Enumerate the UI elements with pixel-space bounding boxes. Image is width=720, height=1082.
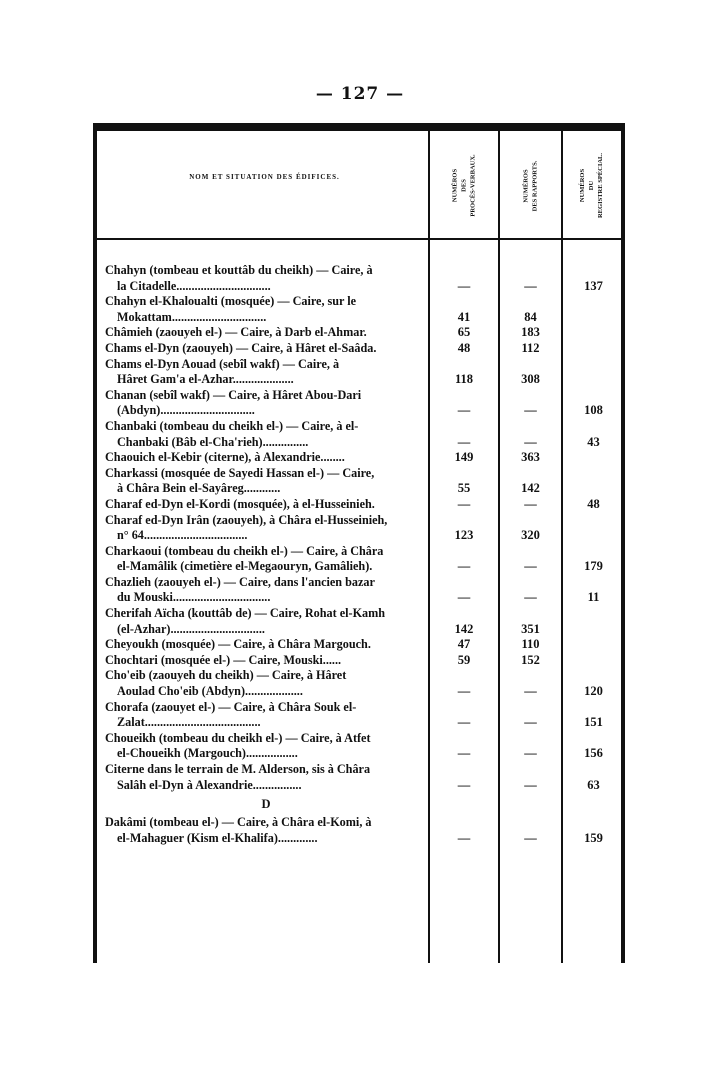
- entry-proces-verbal-number: 55: [457, 481, 471, 496]
- entry-row: [93, 606, 625, 637]
- entry-rapport-number: —: [524, 434, 537, 449]
- header-col1-line: DES: [460, 179, 468, 192]
- entry-rapport-number: 183: [521, 325, 540, 340]
- entry-rapport-number: 351: [521, 621, 540, 636]
- entry-rapport-number: —: [524, 590, 537, 605]
- entry-row: [93, 263, 625, 294]
- entry-registre-number: 179: [584, 559, 603, 574]
- entry-rapport-number: 320: [521, 528, 540, 543]
- entry-proces-verbal-number: —: [457, 746, 471, 761]
- header-col2-line: DES RAPPORTS.: [531, 160, 539, 211]
- entry-proces-verbal-number: 41: [457, 309, 471, 324]
- entry-proces-verbal-number: 47: [457, 637, 471, 652]
- entry-row: [93, 341, 625, 357]
- entry-proces-verbal-number: 123: [454, 528, 474, 543]
- entry-proces-verbal-number: —: [457, 434, 471, 449]
- entry-name-line: Cherifah Aïcha (kouttâb de) — Caire, Rohat el-Kamh: [105, 606, 386, 621]
- entry-name: [105, 762, 427, 793]
- entry-rapport-number: 308: [521, 372, 540, 387]
- page-number: — 127 —: [315, 84, 405, 104]
- entry-name-line: Charaf ed-Dyn Irân (zaouyeh), à Châra el-Husseinieh,: [105, 512, 388, 527]
- entry-rapport-number: —: [524, 777, 537, 792]
- entry-name: [105, 637, 427, 653]
- entries-c: [93, 263, 625, 793]
- entry-proces-verbal-number: —: [457, 684, 471, 699]
- entry-rapport-number: —: [524, 559, 537, 574]
- entry-name-line: Charkaoui (tombeau du cheikh el-) — Caire, à Châra: [105, 543, 384, 558]
- entry-name: [105, 263, 427, 294]
- index-table: [93, 123, 625, 963]
- entry-proces-verbal-number: —: [457, 777, 471, 792]
- entry-row: [93, 497, 625, 513]
- entry-name-line: Salâh el-Dyn à Alexandrie................: [117, 777, 302, 792]
- header-col3-line: REGISTRE SPÉCIAL.: [597, 152, 605, 219]
- entry-proces-verbal-number: 149: [454, 450, 474, 465]
- entry-row: [93, 637, 625, 653]
- entry-row: [93, 700, 625, 731]
- entry-name-line: el-Mahaguer (Kism el-Khalifa).............: [117, 830, 318, 845]
- entry-name: [105, 544, 427, 575]
- entry-row: [93, 325, 625, 341]
- entry-name-line: Chanan (sebîl wakf) — Caire, à Hâret Abou-Dari: [105, 387, 362, 402]
- entry-name: [105, 341, 427, 357]
- entry-name-line: el-Mamâlik (cimetière el-Megaouryn, Gamâlieh).: [117, 559, 373, 574]
- entry-name-line: Châmieh (zaouyeh el-) — Caire, à Darb el-Ahmar.: [105, 325, 367, 340]
- entry-proces-verbal-number: 65: [457, 325, 471, 340]
- entries-list: [93, 263, 625, 846]
- header-col2-line: NUMÉROS: [522, 168, 530, 203]
- header-col1-line: PROCÈS-VERBAUX.: [469, 154, 477, 217]
- entry-name-line: Charaf ed-Dyn el-Kordi (mosquée), à el-Husseinieh.: [105, 496, 375, 511]
- entry-registre-number: 159: [584, 830, 603, 845]
- header-proces-verbaux: [430, 133, 498, 238]
- header-rapports: [500, 133, 561, 238]
- header-name-column: NOM ET SITUATION DES ÉDIFICES.: [189, 173, 340, 181]
- entry-rapport-number: —: [524, 830, 537, 845]
- entry-registre-number: 156: [584, 746, 603, 761]
- entry-name-line: Chanbaki (Bâb el-Cha'rieh)...............: [117, 434, 309, 449]
- entry-name-line: el-Choueikh (Margouch).................: [117, 746, 298, 761]
- entry-rapport-number: 142: [521, 481, 540, 496]
- entry-row: [93, 466, 625, 497]
- section-letter-d: D: [261, 797, 271, 812]
- entry-registre-number: 137: [584, 278, 603, 293]
- entry-proces-verbal-number: —: [457, 559, 471, 574]
- entry-rapport-number: 84: [524, 309, 537, 324]
- header-rule: [93, 238, 625, 240]
- header-registre-special: [563, 133, 621, 238]
- entry-proces-verbal-number: 48: [457, 340, 471, 355]
- entry-name: [105, 419, 427, 450]
- entry-proces-verbal-number: —: [457, 830, 471, 845]
- entry-row: [93, 450, 625, 466]
- entry-name: [105, 450, 427, 466]
- entry-registre-number: 11: [587, 590, 600, 605]
- entry-name-line: Mokattam...............................: [117, 309, 267, 324]
- entry-registre-number: 120: [584, 684, 603, 699]
- entry-name-line: Citerne dans le terrain de M. Alderson, sis à Châra: [105, 762, 371, 776]
- entry-name-line: Chams el-Dyn Aouad (sebîl wakf) — Caire, à: [105, 356, 340, 371]
- entry-name-line: Choueikh (tombeau du cheikh el-) — Caire, à Atfet: [105, 730, 371, 745]
- entry-proces-verbal-number: —: [457, 496, 471, 511]
- entry-proces-verbal-number: 118: [454, 372, 474, 387]
- entry-name-line: du Mouski................................: [117, 590, 271, 605]
- entry-name-line: Charkassi (mosquée de Sayedi Hassan el-) — Caire,: [105, 465, 375, 480]
- entry-registre-number: 108: [584, 403, 603, 418]
- entry-name-line: Cheyoukh (mosquée) — Caire, à Châra Margouch.: [105, 637, 371, 652]
- entry-name: [105, 466, 427, 497]
- entry-row: [93, 544, 625, 575]
- entry-name-line: Chahyn el-Khaloualti (mosquée) — Caire, sur le: [105, 294, 357, 309]
- entry-name: [105, 653, 427, 669]
- entry-rapport-number: 110: [521, 637, 540, 652]
- entry-name: [105, 700, 427, 731]
- entry-name-line: n° 64..................................: [117, 528, 248, 543]
- entry-rapport-number: —: [524, 278, 537, 293]
- entry-name: [105, 606, 427, 637]
- header-col3-line: NUMÉROS: [579, 168, 587, 203]
- entry-registre-number: 43: [587, 434, 600, 449]
- entry-name-line: Hâret Gam'a el-Azhar....................: [117, 372, 294, 387]
- entry-name: [105, 388, 427, 419]
- entry-rapport-number: —: [524, 715, 537, 730]
- entry-rapport-number: —: [524, 684, 537, 699]
- entry-name-line: Chochtari (mosquée el-) — Caire, Mouski......: [105, 652, 342, 667]
- entry-proces-verbal-number: —: [457, 278, 471, 293]
- header-col3-line: DU: [588, 180, 596, 191]
- entry-name: [105, 357, 427, 388]
- entry-name: [105, 497, 427, 513]
- entry-name: [105, 513, 427, 544]
- entry-name-line: Chanbaki (tombeau du cheikh el-) — Caire, à el-: [105, 418, 359, 433]
- entry-row: [93, 388, 625, 419]
- entry-name: [105, 668, 427, 699]
- header-col1-line: NUMÉROS: [451, 168, 459, 203]
- entry-rapport-number: 363: [521, 450, 540, 465]
- entry-rapport-number: —: [524, 746, 537, 761]
- entry-name-line: Chahyn (tombeau et kouttâb du cheikh) — Caire, à: [105, 263, 373, 277]
- entry-row: [93, 294, 625, 325]
- entry-proces-verbal-number: —: [457, 403, 471, 418]
- entry-name-line: Dakâmi (tombeau el-) — Caire, à Châra el-Komi, à: [105, 815, 372, 830]
- entry-rapport-number: 152: [521, 652, 540, 667]
- entry-name-line: (Abdyn)...............................: [117, 403, 255, 418]
- entry-name: [105, 815, 427, 846]
- entry-row: [93, 575, 625, 606]
- entry-name: [105, 731, 427, 762]
- entries-d: [93, 815, 625, 846]
- entry-name-line: Chaouich el-Kebir (citerne), à Alexandrie........: [105, 450, 345, 465]
- entry-proces-verbal-number: —: [457, 715, 471, 730]
- entry-registre-number: 63: [587, 777, 600, 792]
- entry-name-line: Chorafa (zaouyet el-) — Caire, à Châra Souk el-: [105, 699, 357, 714]
- entry-rapport-number: —: [524, 403, 537, 418]
- entry-row: [93, 513, 625, 544]
- entry-name-line: la Citadelle...............................: [117, 278, 271, 293]
- entry-proces-verbal-number: —: [457, 590, 471, 605]
- entry-name-line: Chazlieh (zaouyeh el-) — Caire, dans l'ancien bazar: [105, 574, 375, 589]
- entry-name-line: Zalat......................................: [117, 715, 261, 730]
- entry-row: [93, 815, 625, 846]
- entry-row: [93, 762, 625, 793]
- entry-row: [93, 653, 625, 669]
- entry-row: [93, 668, 625, 699]
- entry-proces-verbal-number: 59: [457, 652, 471, 667]
- table-top-rule: [93, 123, 625, 131]
- entry-name: [105, 325, 427, 341]
- entry-row: [93, 731, 625, 762]
- entry-name-line: Chams el-Dyn (zaouyeh) — Caire, à Hâret el-Saâda.: [105, 340, 377, 355]
- entry-name-line: à Châra Bein el-Sayâreg............: [117, 481, 281, 496]
- entry-name: [105, 294, 427, 325]
- entry-name: [105, 575, 427, 606]
- entry-row: [93, 419, 625, 450]
- entry-rapport-number: 112: [521, 340, 540, 355]
- entry-name-line: Aoulad Cho'eib (Abdyn)...................: [117, 684, 303, 699]
- entry-registre-number: 151: [584, 715, 603, 730]
- entry-row: [93, 357, 625, 388]
- entry-name-line: (el-Azhar)...............................: [117, 621, 265, 636]
- entry-rapport-number: —: [524, 496, 537, 511]
- entry-name-line: Cho'eib (zaouyeh du cheikh) — Caire, à Hâret: [105, 668, 347, 683]
- entry-proces-verbal-number: 142: [454, 621, 474, 636]
- entry-registre-number: 48: [587, 496, 600, 511]
